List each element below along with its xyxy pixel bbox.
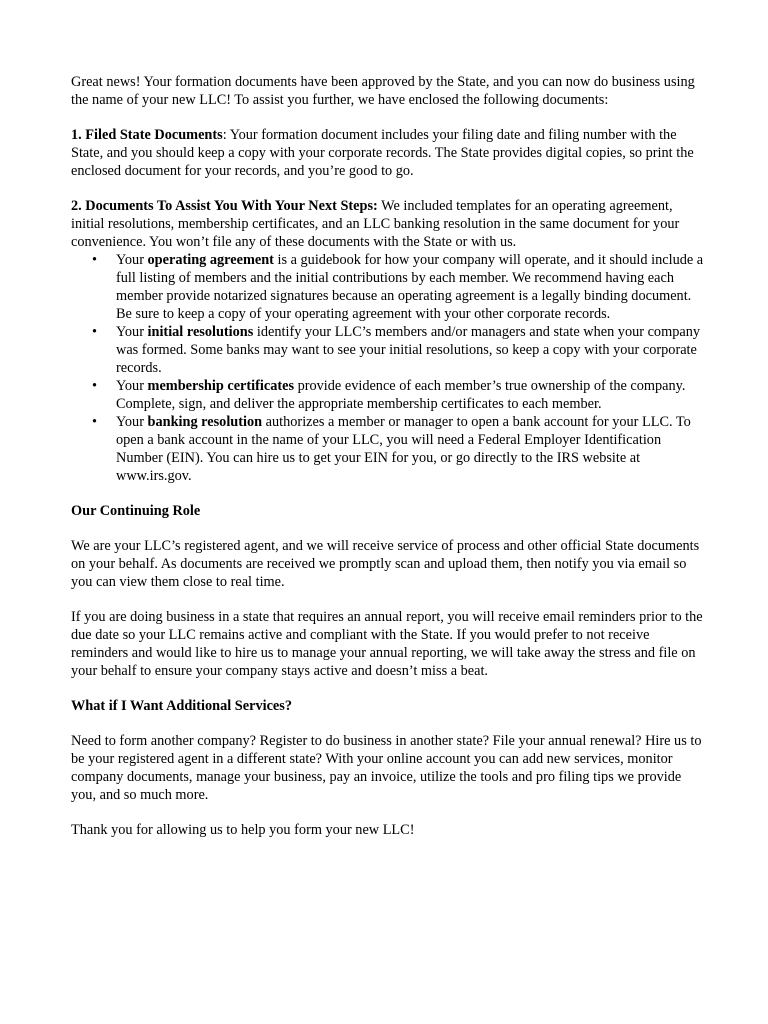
intro-paragraph: Great news! Your formation documents have been approved by the State, and you can now do business using the name of your new LLC! To assist you further, we have enclosed the following documents:	[71, 74, 695, 108]
list-item-term: banking resolution	[147, 414, 263, 430]
closing-paragraph: Thank you for allowing us to help you form your new LLC!	[71, 822, 415, 838]
filed-state-documents-heading: 1. Filed State Documents	[71, 127, 223, 143]
spacer	[71, 520, 708, 537]
list-item-banking-resolution	[71, 413, 708, 485]
continuing-role-heading: Our Continuing Role	[71, 503, 201, 519]
list-item-prefix: Your	[116, 378, 148, 394]
list-item-term: membership certificates	[147, 378, 295, 394]
spacer	[71, 180, 708, 197]
list-item-text: identify your LLC’s members and/or managers and state when your company was formed. Some banks may want to see your initial resolutions, so keep a copy with your corporate records.	[116, 324, 700, 376]
documents-bullet-list	[71, 251, 708, 485]
next-steps-paragraph	[71, 197, 708, 251]
filed-state-documents-paragraph	[71, 126, 708, 180]
next-steps-text: We included templates for an operating agreement, initial resolutions, membership certificates, and an LLC banking resolution in the same document for your convenience. You won’t file any of these documents with the State or with us.	[71, 198, 680, 250]
list-item-membership-certificates	[71, 377, 708, 413]
list-item-term: operating agreement	[147, 252, 274, 268]
list-item-text: provide evidence of each member’s true ownership of the company. Complete, sign, and deliver the appropriate membership certificates to each member.	[116, 378, 686, 412]
spacer	[71, 680, 708, 697]
list-item-term: initial resolutions	[147, 324, 254, 340]
spacer	[71, 485, 708, 502]
continuing-role-paragraph-2: If you are doing business in a state that requires an annual report, you will receive email reminders prior to the due date so your LLC remains active and compliant with the State. If you would prefer to not receive reminders and would like to hire us to manage your annual reporting, we will take away the stress and file on your behalf to ensure your company stays active and doesn’t miss a beat.	[71, 609, 703, 679]
additional-services-heading: What if I Want Additional Services?	[71, 698, 292, 714]
list-item-prefix: Your	[116, 252, 148, 268]
list-item-prefix: Your	[116, 414, 148, 430]
additional-services-paragraph: Need to form another company? Register to do business in another state? File your annual renewal? Hire us to be your registered agent in a different state? With your online account you can add new services, monitor company documents, manage your business, pay an invoice, utilize the tools and pro filing tips we provide you, and so much more.	[71, 733, 702, 803]
list-item-text: authorizes a member or manager to open a bank account for your LLC. To open a bank account in the name of your LLC, you will need a Federal Employer Identification Number (EIN). You can hire us to get your EIN for you, or go directly to the IRS website at www.irs.gov.	[116, 414, 691, 484]
bullet-icon: •	[92, 378, 98, 394]
list-item-initial-resolutions	[71, 323, 708, 377]
spacer	[71, 804, 708, 821]
filed-state-documents-text: : Your formation document includes your filing date and filing number with the State, and you should keep a copy with your corporate records. The State provides digital copies, so print the enclosed document for your records, and you’re good to go.	[71, 127, 694, 179]
bullet-icon: •	[92, 414, 98, 430]
list-item-prefix: Your	[116, 324, 148, 340]
bullet-icon: •	[92, 252, 98, 268]
list-item-operating-agreement	[71, 251, 708, 323]
next-steps-heading: 2. Documents To Assist You With Your Next Steps:	[71, 198, 378, 214]
continuing-role-paragraph-1: We are your LLC’s registered agent, and we will receive service of process and other official State documents on your behalf. As documents are received we promptly scan and upload them, then notify you via email so you can view them close to real time.	[71, 538, 700, 590]
spacer	[71, 715, 708, 732]
spacer	[71, 591, 708, 608]
bullet-icon: •	[92, 324, 98, 340]
list-item-text: is a guidebook for how your company will operate, and it should include a full listing of members and the initial contributions by each member. We recommend having each member provide notarized signatures because an operating agreement is a legally binding document. Be sure to keep a copy of your operating agreement with your other corporate records.	[116, 252, 704, 322]
spacer	[71, 109, 708, 126]
